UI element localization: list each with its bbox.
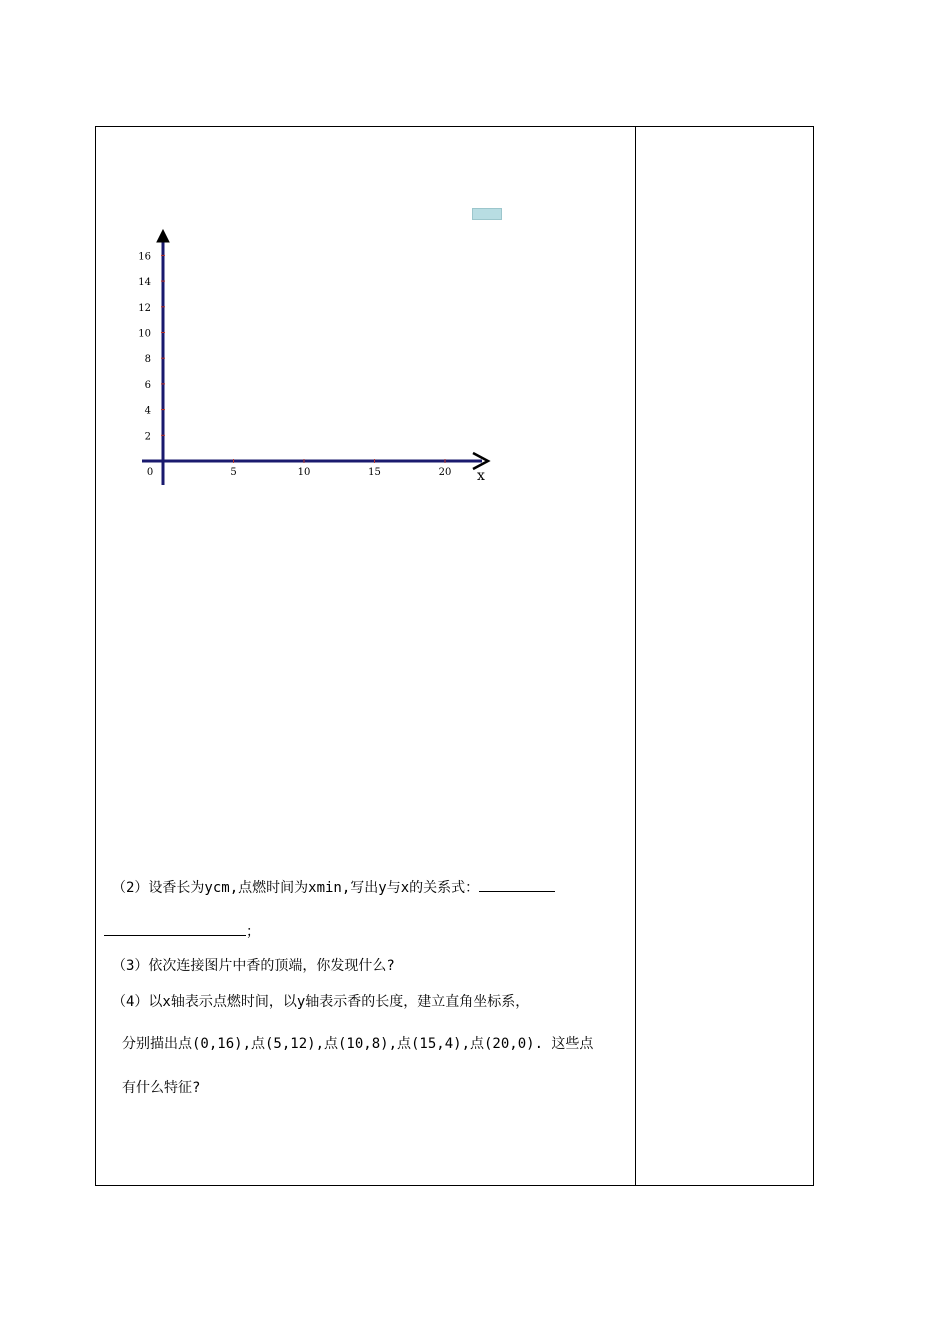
y-tick-label-4: 4 [144, 405, 151, 417]
question-4-line-1: （4）以x轴表示点燃时间，以y轴表示香的长度，建立直角坐标系， [112, 994, 530, 1010]
y-tick-label-16: 16 [138, 251, 151, 263]
x-tick-label-15: 15 [368, 467, 381, 478]
answer-blank-1[interactable] [479, 877, 555, 892]
y-tick-label-14: 14 [138, 277, 151, 289]
question-4-line-2: 分别描出点(0,16),点(5,12),点(10,8),点(15,4),点(20,0). 这些点 [122, 1036, 594, 1052]
y-tick-label-6: 6 [144, 379, 151, 391]
y-tick-label-8: 8 [144, 354, 151, 366]
color-swatch [472, 208, 502, 220]
question-3: （3）依次连接图片中香的顶端，你发现什么? [112, 958, 395, 974]
coordinate-axes-chart [120, 220, 500, 495]
x-tick-label-5: 5 [230, 467, 237, 478]
x-axis-label: x [477, 468, 485, 484]
y-axis-arrowhead [157, 230, 169, 242]
table-column-divider [635, 126, 636, 1186]
x-tick-label-20: 20 [438, 467, 452, 478]
y-tick-label-2: 2 [144, 431, 151, 443]
question-4-line-3: 有什么特征? [122, 1080, 201, 1096]
x-tick-label-10: 10 [297, 467, 311, 478]
question-2-end: ； [246, 924, 260, 940]
question-2-continued [104, 921, 260, 941]
question-2-text: （2）设香长为ycm,点燃时间为xmin,写出y与x的关系式： [112, 880, 480, 896]
question-2 [112, 877, 555, 897]
x-tick-label-0: 0 [146, 467, 154, 478]
y-tick-label-10: 10 [138, 328, 151, 340]
y-tick-label-12: 12 [138, 302, 151, 314]
answer-blank-2[interactable] [104, 921, 246, 936]
